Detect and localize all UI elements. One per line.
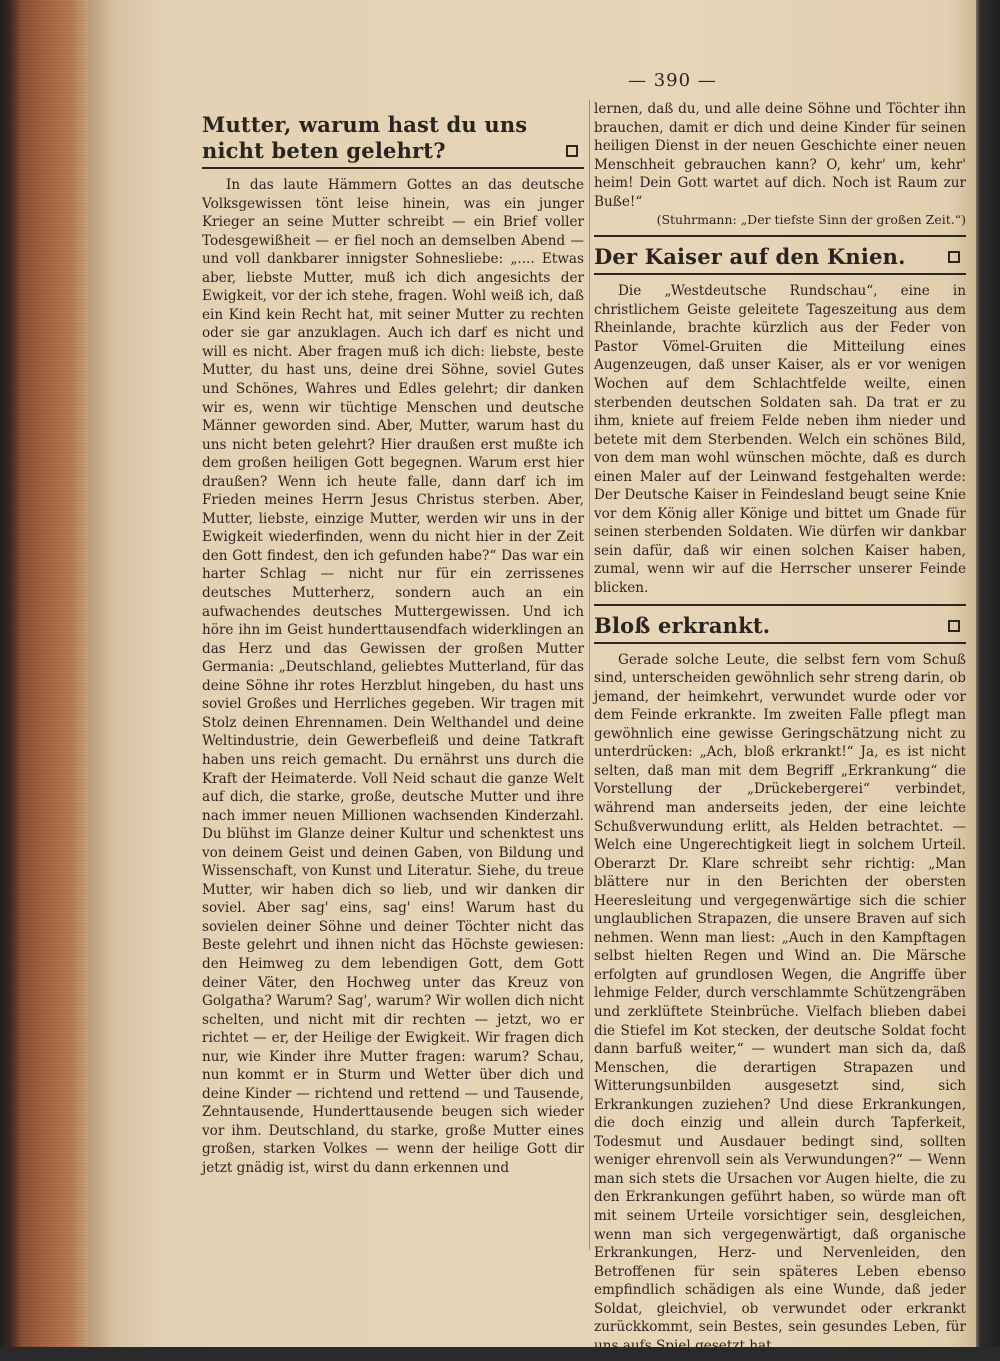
right-column: [594, 100, 966, 1361]
article-title: Der Kaiser auf den Knien.: [594, 235, 966, 275]
page-number: — 390 —: [628, 70, 717, 91]
article-title: Bloß erkrankt.: [594, 604, 966, 644]
left-column: [202, 112, 584, 1184]
article-body-continuation: lernen, daß du, und alle deine Söhne und Töchter ihn brauchen, damit er dich und deine Kinder für seinen heiligen Dienst in der neuen Geschichte einer neuen Menschheit gebrauchen kann? O, kehr' um, kehr' heim! Dein Gott wartet auf dich. Noch ist Raum zur Buße!“: [594, 101, 966, 210]
book-spine-edge: [0, 0, 90, 1347]
article-body: Die „Westdeutsche Rundschau“, eine in christlichem Geiste geleitete Tageszeitung aus dem Rheinlande, brachte kürzlich aus der Feder von Pastor Vömel-Gruiten die Mitteilung eines Augenzeugen, daß unser Kaiser, als er vor wenigen Wochen auf dem Schlachtfelde weilte, einen sterbenden deutschen Soldaten sah. Da trat er zu ihm, kniete auf freiem Felde neben ihm nieder und betete mit dem Sterbenden. Welch ein schönes Bild, von dem man wohl wünschen möchte, daß es durch einen Maler auf der Leinwand festgehalten werde: Der Deutsche Kaiser in Feindesland beugt seine Knie vor dem König aller Könige und bittet um Gnade für seinen sterbenden Soldaten. Wie dürfen wir dankbar sein dafür, daß wir einen solchen Kaiser haben, zumal, wenn wir auf die Herrscher unserer Feinde blicken.: [594, 283, 966, 597]
column-divider: [589, 100, 590, 1250]
article-erkrankt: [594, 604, 966, 1356]
square-ornament-icon: [566, 145, 578, 157]
square-ornament-icon: [948, 620, 960, 632]
article-kaiser: [594, 235, 966, 597]
article-mutter-continued: [594, 100, 966, 229]
article-source: (Stuhrmann: „Der tiefste Sinn der großen Zeit.“): [656, 212, 966, 228]
article-mutter: [202, 112, 584, 1178]
article-body: In das laute Hämmern Gottes an das deutsche Volksgewissen tönt leise hinein, was ein junger Krieger an seine Mutter schreibt — ein Brief voller Todesgewißheit — er fiel noch an demselben Abend — und voll dankbarer innigster Sohnesliebe: „.... Etwas aber, liebste Mutter, muß ich dich angesichts der Ewigkeit, vor der ich stehe, fragen. Wohl weiß ich, daß ein Kind kein Recht hat, mit seiner Mutter zu rechten oder sie gar anzuklagen. Auch ich darf es nicht und will es nicht. Aber fragen muß ich dich: liebste, beste Mutter, du hast uns, deine drei Söhne, soviel Gutes und Schönes, Wahres und Edles gelehrt; dir danken wir es, wenn wir tüchtige Menschen und deutsche Männer geworden sind. Aber, Mutter, warum hast du uns nicht beten gelehrt? Hier draußen erst mußte ich dem großen heiligen Gott begegnen. Warum erst hier draußen? Wenn ich heute falle, dann darf ich im Frieden meines Herrn Jesus Christus sterben. Aber, Mutter, liebste, einzige Mutter, werden wir uns in der Ewigkeit wiederfinden, wenn du nicht hier in der Zeit den Gott findest, den ich gefunden habe?“ Das war ein harter Schlag — nicht nur für ein zerrissenes deutsches Mutterherz, sondern auch an ein aufwachendes deutsches Muttergewissen. Und ich höre ihn im Geist hunderttausendfach widerklingen an das Herz und das Gewissen der großen Mutter Germania: „Deutschland, geliebtes Mutterland, für das deine Söhne ihr rotes Herzblut hingeben, du hast uns soviel Großes und Herrliches gegeben. Wir tragen mit Stolz deinen Ehrennamen. Dein Welthandel und deine Weltindustrie, dein Gewerbefleiß und deine Tatkraft haben uns reich gemacht. Du ernährst uns durch die Kraft der Heimaterde. Voll Neid schaut die ganze Welt auf dich, die starke, große, deutsche Mutter und ihre nach immer neuen Millionen wachsenden Kinderzahl. Du blühst im Glanze deiner Kultur und schenktest uns von deinem Geist und deinen Gaben, von Bildung und Wissenschaft, von Kunst und Literatur. Siehe, du treue Mutter, wir haben dich so lieb, und wir danken dir soviel. Aber sag' eins, sag' eins! Warum hast du sovielen deiner Söhne und deiner Töchter nicht das Beste gelehrt und ihnen nicht das Höchste gewiesen: den Heimweg zu dem lebendigen Gott, dem Gott deiner Väter, den Hochweg unter das Kreuz von Golgatha? Warum? Sag', warum? Wir wollen dich nicht schelten, und nicht mit dir rechten — jetzt, wo er richtet — er, der Heilige der Ewigkeit. Wir fragen dich nur, wie Kinder ihre Mutter fragen: warum? Schau, nun kommt er in Sturm und Wetter über dich und deine Kinder — richtend und rettend — und Tausende, Zehntausende, Hunderttausende beugen sich wieder vor ihm. Deutschland, du starke, große Mutter eines großen, starken Volkes — wenn der heilige Gott dir jetzt gnädig ist, wirst du dann erkennen und: [202, 177, 584, 1176]
article-body: Gerade solche Leute, die selbst fern vom Schuß sind, unterscheiden gewöhnlich sehr streng darin, ob jemand, der heimkehrt, verwundet wurde oder vor dem Feinde erkrankte. Im zweiten Falle pflegt man gewöhnlich eine gewisse Geringschätzung nicht zu unterdrücken: „Ach, bloß erkrankt!“ Ja, es ist nicht selten, daß man mit dem Begriff „Erkrankung“ die Vorstellung der „Drückebergerei“ verbindet, während man anderseits jeden, der eine leichte Schußverwundung erlitt, als Helden betrachtet. — Welch eine Ungerechtigkeit liegt in solchem Urteil. Oberarzt Dr. Klare schreibt sehr richtig: „Man blättere nur in den Berichten der obersten Heeresleitung und vergegenwärtige sich die schier unglaublichen Strapazen, die unsere Braven auf sich nehmen. Wenn man liest: „Auch in den Kampftagen selbst hielten Regen und Wind an. Die Märsche erfolgten auf grundlosen Wegen, die Angriffe über lehmige Felder, durch verschlammte Schützengräben und zerklüftete Steinbrüche. Vielfach blieben dabei die Stiefel im Kot stecken, der deutsche Soldat focht dann barfuß weiter,“ — wundert man sich da, daß Menschen, die derartigen Strapazen und Witterungsunbilden ausgesetzt sind, sich Erkrankungen zuziehen? Und diese Erkrankungen, die doch einzig und allein durch Tapferkeit, Todesmut und Ausdauer bedingt sind, sollten weniger ehrenvoll sein als Verwundungen?“ — Wenn man sich stets die Ursachen vor Augen hielte, die zu den Erkrankungen geführt haben, so würde man oft mit seinem Urteile vorsichtiger sein, desgleichen, wenn man sich vergegenwärtigt, daß organische Erkrankungen, Herz- und Nervenleiden, den Betroffenen für sein späteres Leben ebenso empfindlich schädigen als eine Wunde, daß jeder Soldat, gleichviel, ob verwundet oder erkrankt zurückkommt, sein Bestes, sein gesundes Leben, für uns aufs Spiel gesetzt hat.: [594, 651, 966, 1354]
book-right-edge: [972, 0, 1000, 1347]
square-ornament-icon: [948, 251, 960, 263]
article-title: Mutter, warum hast du uns nicht beten gelehrt?: [202, 112, 584, 169]
